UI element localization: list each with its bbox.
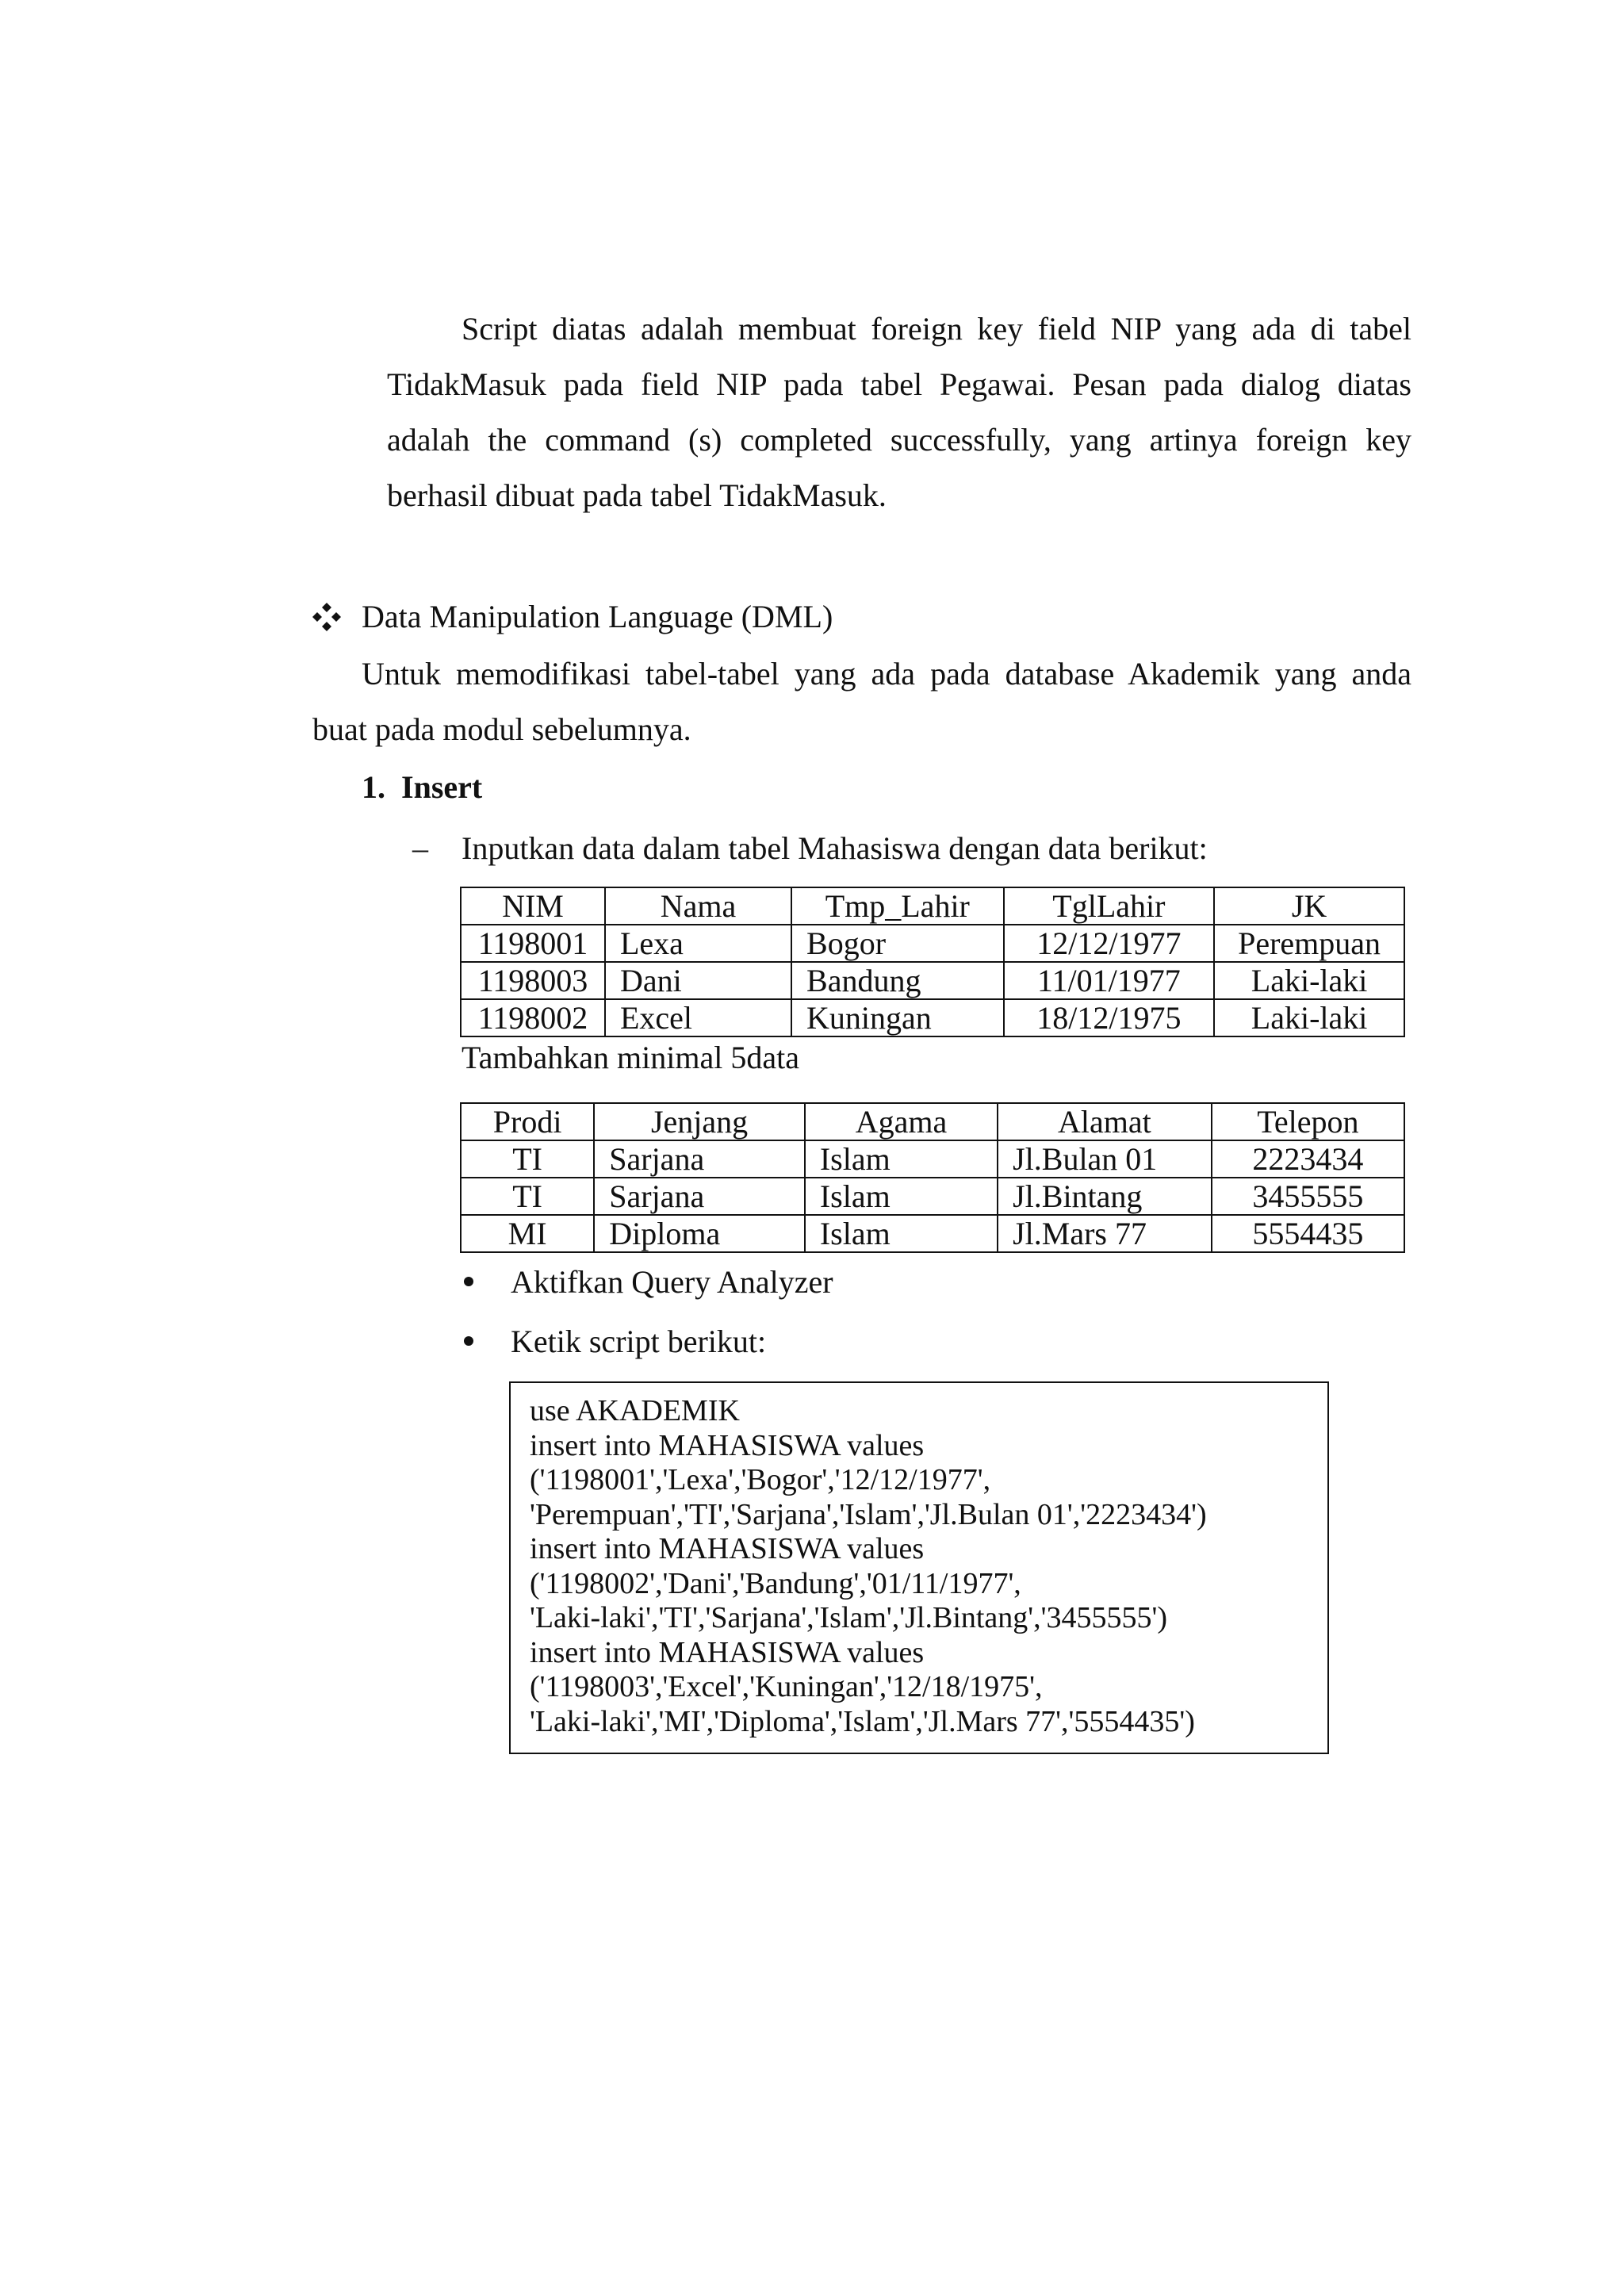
intro-line: buat pada modul sebelumnya. xyxy=(312,711,691,747)
table-cell: Sarjana xyxy=(594,1178,805,1215)
paragraph-line: Script diatas adalah membuat foreign key field NIP yang ada di tabel xyxy=(462,311,1411,347)
insert-instruction: Inputkan data dalam tabel Mahasiswa dengan data berikut: xyxy=(462,830,1208,866)
table-row xyxy=(461,1140,1404,1178)
table-header-cell: JK xyxy=(1214,887,1404,925)
table-cell: Islam xyxy=(805,1140,998,1178)
table-cell: Lexa xyxy=(605,925,791,962)
table-cell: 2223434 xyxy=(1212,1140,1404,1178)
code-line: use AKADEMIK xyxy=(530,1394,740,1427)
table-cell: Jl.Mars 77 xyxy=(998,1215,1212,1252)
bullet-item: Aktifkan Query Analyzer xyxy=(511,1264,833,1300)
paragraph-line: berhasil dibuat pada tabel TidakMasuk. xyxy=(387,477,887,513)
table-cell: 3455555 xyxy=(1212,1178,1404,1215)
table-note: Tambahkan minimal 5data xyxy=(462,1040,799,1075)
insert-heading: 1. Insert xyxy=(362,769,483,805)
bullet-dot-icon xyxy=(464,1336,473,1346)
table-header-cell: Nama xyxy=(605,887,791,925)
table-cell: Bogor xyxy=(791,925,1004,962)
table-cell: Sarjana xyxy=(594,1140,805,1178)
table-header-cell: NIM xyxy=(461,887,605,925)
paragraph-line: adalah the command (s) completed successfully, yang artinya foreign key xyxy=(387,422,1411,458)
table-cell: TI xyxy=(461,1178,594,1215)
table-cell: 12/12/1977 xyxy=(1004,925,1215,962)
mahasiswa-table-2 xyxy=(460,1102,1405,1253)
code-line: ('1198002','Dani','Bandung','01/11/1977', xyxy=(530,1566,1021,1600)
table-cell: 18/12/1975 xyxy=(1004,999,1215,1036)
code-line: ('1198001','Lexa','Bogor','12/12/1977', xyxy=(530,1463,991,1496)
code-line: insert into MAHASISWA values xyxy=(530,1635,925,1669)
table-cell: 1198002 xyxy=(461,999,605,1036)
table-cell: Islam xyxy=(805,1178,998,1215)
table-cell: Jl.Bintang xyxy=(998,1178,1212,1215)
table-cell: Laki-laki xyxy=(1214,999,1404,1036)
table-row xyxy=(461,1178,1404,1215)
table-row xyxy=(461,962,1404,999)
paragraph-line: TidakMasuk pada field NIP pada tabel Pegawai. Pesan pada dialog diatas xyxy=(387,366,1411,402)
table-row xyxy=(461,999,1404,1036)
table-cell: 1198001 xyxy=(461,925,605,962)
mahasiswa-table-1 xyxy=(460,887,1405,1037)
intro-line: Untuk memodifikasi tabel-tabel yang ada pada database Akademik yang anda xyxy=(362,656,1411,692)
sql-script-box xyxy=(509,1381,1329,1754)
table-cell: TI xyxy=(461,1140,594,1178)
four-diamond-bullet-icon xyxy=(311,601,343,633)
code-line: insert into MAHASISWA values xyxy=(530,1532,925,1565)
table-cell: MI xyxy=(461,1215,594,1252)
table-cell: Bandung xyxy=(791,962,1004,999)
table-header-cell: Prodi xyxy=(461,1103,594,1140)
code-line: 'Perempuan','TI','Sarjana','Islam','Jl.Bulan 01','2223434') xyxy=(530,1497,1207,1531)
paragraph-foreign-key xyxy=(387,301,1411,523)
code-line: 'Laki-laki','TI','Sarjana','Islam','Jl.Bintang','3455555') xyxy=(530,1601,1167,1634)
code-line: insert into MAHASISWA values xyxy=(530,1428,925,1462)
table-cell: 11/01/1977 xyxy=(1004,962,1215,999)
table-row xyxy=(461,1215,1404,1252)
table-cell: Kuningan xyxy=(791,999,1004,1036)
code-line: ('1198003','Excel','Kuningan','12/18/1975', xyxy=(530,1670,1043,1703)
table-header-cell: Tmp_Lahir xyxy=(791,887,1004,925)
table-header-cell: Agama xyxy=(805,1103,998,1140)
bullet-dot-icon xyxy=(464,1277,473,1286)
table-header-cell: Jenjang xyxy=(594,1103,805,1140)
table-cell: Jl.Bulan 01 xyxy=(998,1140,1212,1178)
table-cell: Laki-laki xyxy=(1214,962,1404,999)
section-title: Data Manipulation Language (DML) xyxy=(362,599,833,634)
table-header-row xyxy=(461,887,1404,925)
table-cell: Diploma xyxy=(594,1215,805,1252)
table-header-cell: TglLahir xyxy=(1004,887,1215,925)
table-cell: Excel xyxy=(605,999,791,1036)
table-cell: 1198003 xyxy=(461,962,605,999)
table-cell: Perempuan xyxy=(1214,925,1404,962)
table-cell: Dani xyxy=(605,962,791,999)
dash-marker: – xyxy=(412,830,428,866)
code-line: 'Laki-laki','MI','Diploma','Islam','Jl.Mars 77','5554435') xyxy=(530,1704,1195,1738)
section-intro xyxy=(312,646,1411,757)
table-cell: Islam xyxy=(805,1215,998,1252)
table-header-cell: Telepon xyxy=(1212,1103,1404,1140)
table-header-row xyxy=(461,1103,1404,1140)
bullet-item: Ketik script berikut: xyxy=(511,1324,767,1359)
table-cell: 5554435 xyxy=(1212,1215,1404,1252)
table-header-cell: Alamat xyxy=(998,1103,1212,1140)
table-row xyxy=(461,925,1404,962)
